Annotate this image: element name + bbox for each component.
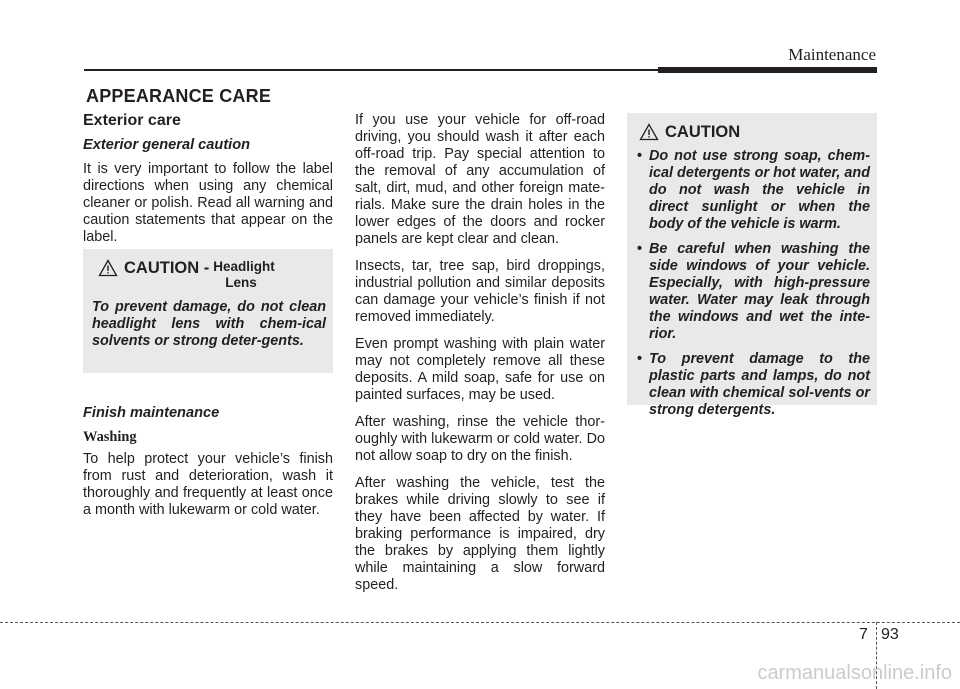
brakes-paragraph: After washing the vehicle, test the brakes while driving slowly to see if they have been affected by water. If braking performance is impaired, dry the brakes by applying them lightly while maintaining a slow forward speed. bbox=[355, 475, 605, 593]
caution-subject-line1: Headlight bbox=[213, 259, 275, 274]
caution-item: • To prevent damage to the plastic parts and lamps, do not clean with chemical sol-vents or strong detergents. bbox=[637, 351, 870, 418]
caution-subject-line2: Lens bbox=[225, 275, 257, 290]
header-rule-accent bbox=[658, 67, 877, 73]
caution-label: CAUTION - bbox=[124, 259, 210, 277]
header-rule bbox=[84, 69, 684, 71]
offroad-paragraph: If you use your vehicle for off-road driving, you should wash it after each off-road trip. Pay special attention to the removal of any accumulation of salt, dirt, mud, and other foreign mate-rials. Make sure the drain holes in the lower edges of the doors and rocker panels are kept clear and clean. bbox=[355, 112, 605, 247]
caution-list bbox=[637, 148, 870, 427]
exterior-general-caution-heading: Exterior general caution bbox=[83, 137, 251, 153]
footer-rule bbox=[0, 622, 960, 623]
chapter-number: 7 bbox=[859, 626, 868, 643]
intro-paragraph: It is very important to follow the label directions when using any chemical cleaner or polish. Read all warning and caution statements that appear on the label. bbox=[83, 161, 333, 245]
finish-maintenance-section bbox=[83, 405, 333, 529]
insects-paragraph: Insects, tar, tree sap, bird droppings, industrial pollution and similar deposits can damage your vehicle’s finish if not removed immediately. bbox=[355, 258, 605, 325]
washing-caution-box bbox=[627, 113, 877, 418]
washing-heading: Washing bbox=[83, 429, 137, 445]
finish-maintenance-heading: Finish maintenance bbox=[83, 405, 220, 421]
column-2 bbox=[355, 112, 605, 604]
page-number: 93 bbox=[881, 626, 899, 643]
caution-text: To prevent damage, do not clean headlight lens with chem-ical solvents or strong deter-gents. bbox=[92, 299, 326, 349]
caution-header bbox=[639, 123, 740, 141]
washing-paragraph: To help protect your vehicle’s finish from rust and deterioration, wash it thoroughly and frequently at least once a month with lukewarm or cold water. bbox=[83, 451, 333, 518]
watermark: carmanualsonline.info bbox=[757, 662, 952, 684]
rinse-paragraph: After washing, rinse the vehicle thor-oughly with lukewarm or cold water. Do not allow soap to dry on the finish. bbox=[355, 414, 605, 464]
caution-label: CAUTION bbox=[665, 123, 741, 141]
caution-subject bbox=[213, 259, 275, 291]
warning-triangle-icon bbox=[98, 259, 118, 277]
column-1 bbox=[83, 112, 333, 256]
caution-item: • Do not use strong soap, chem-ical detergents or hot water, and do not wash the vehicle in direct sunlight or when the body of the vehicle is warm. bbox=[637, 148, 870, 232]
caution-header bbox=[98, 259, 275, 291]
warning-triangle-icon bbox=[639, 123, 659, 141]
caution-item: • Be careful when washing the side windows of your vehicle. Especially, with high-pressure water. Water may leak through the windows and wet the inte-rior. bbox=[637, 241, 870, 342]
plain-water-paragraph: Even prompt washing with plain water may not completely remove all these deposits. A mild soap, safe for use on painted surfaces, may be used. bbox=[355, 336, 605, 403]
header-title: Maintenance bbox=[788, 45, 876, 64]
section-title: APPEARANCE CARE bbox=[86, 86, 272, 106]
headlight-caution-box bbox=[83, 249, 333, 373]
exterior-care-heading: Exterior care bbox=[83, 112, 181, 129]
